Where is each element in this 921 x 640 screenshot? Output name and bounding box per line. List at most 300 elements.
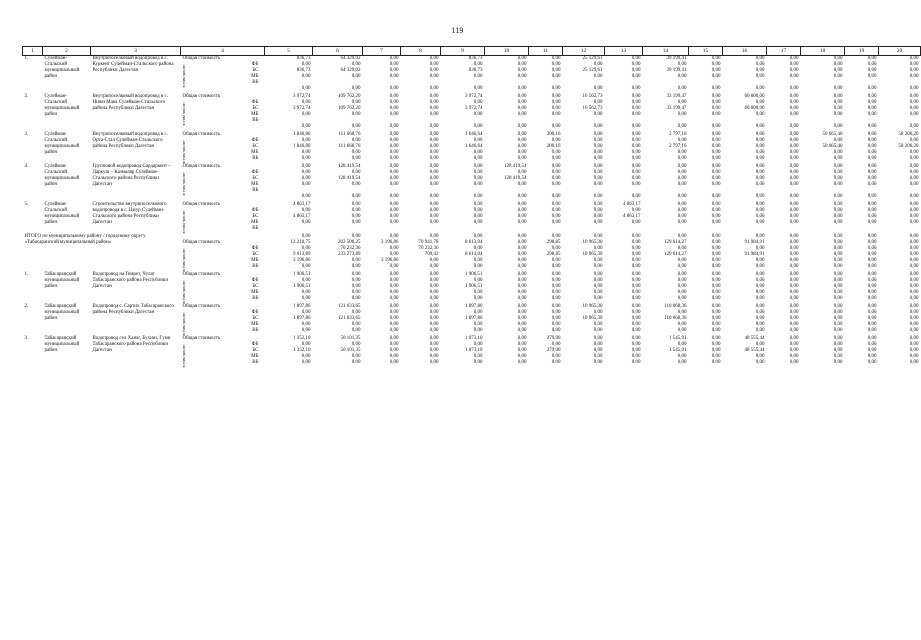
value-cell: 0,00 — [789, 252, 799, 257]
value-cell: 0,00 — [631, 272, 641, 277]
value-cell: 279,00 — [546, 348, 561, 353]
value-cell: 0,00 — [909, 208, 919, 213]
value-cell: 0,00 — [429, 56, 439, 61]
value-cell: 0,00 — [711, 68, 721, 73]
value-cell: 0,00 — [789, 106, 799, 111]
value-cell: 0,00 — [631, 310, 641, 315]
funding-source: Общая стоимость — [182, 272, 221, 277]
value-cell: 0,00 — [593, 202, 603, 207]
value-cell: 0,00 — [593, 234, 603, 239]
value-cell: 0,00 — [909, 310, 919, 315]
value-cell: 2 797,16 — [669, 144, 687, 149]
value-cell: 0,00 — [389, 170, 399, 175]
column-number: 13 — [605, 47, 643, 56]
value-cell: 0,00 — [789, 68, 799, 73]
value-cell: 0,00 — [789, 202, 799, 207]
value-cell: 0,00 — [517, 132, 527, 137]
value-cell: 0,00 — [517, 94, 527, 99]
value-cell: 0,00 — [789, 290, 799, 295]
value-cell: 0,00 — [593, 342, 603, 347]
object-name: Внутрипоселковый водопровод в с. Куркент Сулейман-Стальского района Республики Дагестан — [92, 56, 174, 73]
value-cell: 0,00 — [351, 86, 361, 91]
value-cell: 0,00 — [389, 310, 399, 315]
value-cell: 0,00 — [833, 106, 843, 111]
column-number: 16 — [723, 47, 767, 56]
value-cell: 0,00 — [755, 264, 765, 269]
value-cell: 836,73 — [468, 68, 483, 73]
value-cell: 0,00 — [833, 328, 843, 333]
value-cell: 0,00 — [631, 258, 641, 263]
funding-source: Общая стоимость — [182, 56, 221, 61]
value-cell — [265, 226, 313, 234]
value-cell: 0,00 — [631, 246, 641, 251]
value-cell: 0,00 — [473, 322, 483, 327]
value-cell: 0,00 — [711, 220, 721, 225]
value-cell: 111 668,76 — [338, 144, 361, 149]
value-cell: 0,00 — [789, 194, 799, 199]
row-number: 2. — [24, 304, 29, 309]
value-cell: 109 762,20 — [338, 106, 361, 111]
value-cell: 0,00 — [517, 220, 527, 225]
value-cell: 0,00 — [789, 304, 799, 309]
value-cell: 0,00 — [551, 316, 561, 321]
value-cell: 0,00 — [755, 214, 765, 219]
value-cell: 0,00 — [517, 296, 527, 301]
value-cell: 0,00 — [711, 348, 721, 353]
value-cell: 50 101,35 — [340, 348, 361, 353]
value-cell: 0,00 — [755, 272, 765, 277]
value-cell: 0,00 — [867, 106, 877, 111]
value-cell: 0,00 — [909, 214, 919, 219]
value-cell: 0,00 — [429, 138, 439, 143]
value-cell: 0,00 — [389, 156, 399, 161]
value-cell: 0,00 — [631, 94, 641, 99]
value-cell: 0,00 — [301, 264, 311, 269]
value-cell: 0,00 — [909, 252, 919, 257]
value-cell: 0,00 — [389, 182, 399, 187]
value-cell: 0,00 — [711, 170, 721, 175]
row-number: 4. — [24, 164, 29, 169]
value-cell: 0,00 — [517, 304, 527, 309]
value-cell: 0,00 — [677, 284, 687, 289]
value-cell: 0,00 — [351, 202, 361, 207]
value-cell: 0,00 — [909, 354, 919, 359]
value-cell: 0,00 — [677, 220, 687, 225]
value-cell: 0,00 — [429, 290, 439, 295]
column-number: 6 — [313, 47, 363, 56]
value-cell: 0,00 — [677, 150, 687, 155]
value-cell: 0,00 — [789, 246, 799, 251]
value-cell: 0,00 — [711, 278, 721, 283]
value-cell: 0,00 — [429, 278, 439, 283]
value-cell: 0,00 — [867, 202, 877, 207]
value-cell: 0,00 — [551, 296, 561, 301]
value-cell: 0,00 — [593, 62, 603, 67]
budget-table — [22, 46, 921, 368]
value-cell: 0,00 — [755, 246, 765, 251]
value-cell: 0,00 — [833, 100, 843, 105]
municipality: Сулейман-Стальский муниципальный район — [44, 56, 80, 79]
value-cell: 0,00 — [351, 342, 361, 347]
value-cell: 1 906,51 — [465, 272, 483, 277]
funding-source: МБ — [251, 322, 259, 327]
value-cell: 0,00 — [755, 342, 765, 347]
value-cell: 0,00 — [389, 322, 399, 327]
value-cell: 58 206,20 — [898, 144, 919, 149]
value-cell: 0,00 — [517, 144, 527, 149]
value-cell: 10 965,30 — [582, 304, 603, 309]
value-cell: 0,00 — [429, 310, 439, 315]
value-cell: 0,00 — [551, 100, 561, 105]
value-cell: 0,00 — [789, 278, 799, 283]
value-cell: 0,00 — [551, 214, 561, 219]
value-cell: 64 329,02 — [340, 68, 361, 73]
value-cell: 0,00 — [909, 240, 919, 245]
value-cell: 0,00 — [517, 150, 527, 155]
value-cell: 0,00 — [301, 86, 311, 91]
column-number: 20 — [879, 47, 921, 56]
value-cell: 0,00 — [755, 156, 765, 161]
value-cell: 0,00 — [867, 100, 877, 105]
value-cell: 0,00 — [429, 202, 439, 207]
value-cell: 0,00 — [389, 220, 399, 225]
value-cell: 0,00 — [867, 164, 877, 169]
page-number: 119 — [451, 26, 464, 35]
value-cell: 0,00 — [909, 56, 919, 61]
value-cell: 0,00 — [593, 348, 603, 353]
value-cell: 0,00 — [755, 310, 765, 315]
funding-source: ВБ — [252, 118, 259, 123]
value-cell: 0,00 — [351, 310, 361, 315]
value-cell: 0,00 — [711, 354, 721, 359]
value-cell: 0,00 — [473, 156, 483, 161]
value-cell: 0,00 — [789, 342, 799, 347]
value-cell: 1 545,91 — [669, 336, 687, 341]
value-cell: 0,00 — [301, 170, 311, 175]
value-cell: 0,00 — [389, 360, 399, 365]
funding-source: Общая стоимость — [182, 240, 221, 245]
funding-source: МБ — [251, 258, 259, 263]
value-cell: 0,00 — [551, 94, 561, 99]
value-cell: 0,00 — [551, 156, 561, 161]
value-cell: 0,00 — [833, 176, 843, 181]
value-cell: 0,00 — [755, 132, 765, 137]
value-cell: 0,00 — [351, 322, 361, 327]
value-cell: 0,00 — [711, 252, 721, 257]
value-cell: 0,00 — [909, 336, 919, 341]
value-cell: 0,00 — [473, 360, 483, 365]
value-cell: 0,00 — [551, 310, 561, 315]
column-number: 8 — [401, 47, 441, 56]
value-cell: 0,00 — [867, 86, 877, 91]
value-cell: 0,00 — [517, 278, 527, 283]
value-cell: 0,00 — [473, 264, 483, 269]
value-cell: 0,00 — [631, 342, 641, 347]
funding-source: Общая стоимость — [182, 132, 221, 137]
value-cell: 0,00 — [833, 360, 843, 365]
value-cell: 0,00 — [789, 150, 799, 155]
in-that-number-label: в том числе: — [180, 280, 186, 304]
value-cell: 0,00 — [677, 208, 687, 213]
funding-source: ВБ — [252, 226, 259, 231]
value-cell: 0,00 — [389, 94, 399, 99]
value-cell: 200,16 — [546, 132, 561, 137]
value-cell: 0,00 — [755, 138, 765, 143]
value-cell: 0,00 — [631, 290, 641, 295]
value-cell: 0,00 — [755, 316, 765, 321]
funding-source: ВБ — [252, 156, 259, 161]
value-cell: 0,00 — [867, 342, 877, 347]
value-cell: 0,00 — [789, 124, 799, 129]
value-cell: 1 846,80 — [293, 132, 311, 137]
value-cell — [563, 226, 605, 234]
value-cell — [801, 226, 845, 234]
value-cell: 0,00 — [631, 182, 641, 187]
funding-source: МБ — [251, 354, 259, 359]
value-cell: 0,00 — [473, 258, 483, 263]
value-cell: 0,00 — [867, 62, 877, 67]
value-cell: 0,00 — [711, 336, 721, 341]
value-cell: 60 000,00 — [744, 94, 765, 99]
value-cell: 0,00 — [711, 290, 721, 295]
value-cell: 0,00 — [593, 296, 603, 301]
value-cell: 0,00 — [789, 234, 799, 239]
value-cell: 0,00 — [631, 138, 641, 143]
value-cell: 0,00 — [517, 348, 527, 353]
value-cell — [845, 226, 879, 234]
value-cell: 0,00 — [711, 246, 721, 251]
value-cell: 0,00 — [351, 62, 361, 67]
value-cell: 0,00 — [473, 202, 483, 207]
value-cell: 0,00 — [867, 194, 877, 199]
value-cell: 0,00 — [677, 246, 687, 251]
value-cell: 3 972,74 — [293, 106, 311, 111]
value-cell: 0,00 — [301, 342, 311, 347]
funding-source: ФБ в том числе: — [180, 246, 259, 272]
municipality: Табасаранский муниципальный район — [44, 304, 80, 321]
value-cell: 0,00 — [301, 360, 311, 365]
value-cell: 0,00 — [551, 106, 561, 111]
column-number: 11 — [529, 47, 563, 56]
value-cell: 0,00 — [593, 124, 603, 129]
value-cell: 0,00 — [677, 342, 687, 347]
funding-source: ФБ в том числе: — [180, 138, 259, 164]
value-cell: 0,00 — [711, 264, 721, 269]
value-cell: 0,00 — [351, 258, 361, 263]
value-cell: 0,00 — [517, 322, 527, 327]
value-cell: 0,00 — [711, 304, 721, 309]
value-cell: 0,00 — [351, 170, 361, 175]
value-cell: 0,00 — [755, 296, 765, 301]
column-number: 12 — [563, 47, 605, 56]
funding-source: БС — [252, 214, 259, 219]
value-cell: 0,00 — [833, 278, 843, 283]
value-cell: 0,00 — [593, 258, 603, 263]
value-cell: 0,00 — [551, 170, 561, 175]
value-cell: 279,00 — [546, 336, 561, 341]
value-cell: 10 965,30 — [582, 240, 603, 245]
value-cell: 0,00 — [833, 74, 843, 79]
value-cell: 0,00 — [551, 278, 561, 283]
value-cell: 3 196,86 — [293, 258, 311, 263]
column-number: 9 — [441, 47, 485, 56]
value-cell: 0,00 — [631, 144, 641, 149]
value-cell: 0,00 — [301, 124, 311, 129]
value-cell: 0,00 — [351, 150, 361, 155]
value-cell: 0,00 — [351, 264, 361, 269]
value-cell: 0,00 — [473, 170, 483, 175]
funding-source: БС — [252, 106, 259, 111]
value-cell: 0,00 — [593, 156, 603, 161]
value-cell: 70 232,36 — [340, 246, 361, 251]
value-cell: 0,00 — [351, 156, 361, 161]
value-cell — [401, 226, 441, 234]
value-cell: 128 419,54 — [338, 164, 361, 169]
value-cell: 0,00 — [631, 234, 641, 239]
value-cell: 128 419,54 — [504, 164, 527, 169]
value-cell: 0,00 — [551, 304, 561, 309]
value-cell: 0,00 — [909, 86, 919, 91]
funding-source: ВБ — [252, 296, 259, 301]
value-cell: 0,00 — [351, 360, 361, 365]
value-cell: 0,00 — [909, 156, 919, 161]
value-cell: 0,00 — [909, 316, 919, 321]
value-cell: 0,00 — [593, 354, 603, 359]
value-cell: 0,00 — [833, 86, 843, 91]
value-cell: 0,00 — [631, 354, 641, 359]
value-cell: 0,00 — [429, 316, 439, 321]
value-cell: 0,00 — [429, 284, 439, 289]
value-cell: 0,00 — [833, 68, 843, 73]
value-cell: 0,00 — [631, 74, 641, 79]
value-cell: 0,00 — [473, 296, 483, 301]
value-cell: 0,00 — [389, 246, 399, 251]
funding-source: ФБ в том числе: — [180, 208, 259, 234]
value-cell: 0,00 — [473, 74, 483, 79]
value-cell: 0,00 — [755, 278, 765, 283]
funding-source: БС — [252, 284, 259, 289]
value-cell: 0,00 — [909, 234, 919, 239]
value-cell: 0,00 — [389, 124, 399, 129]
value-cell: 0,00 — [551, 124, 561, 129]
funding-source: Общая стоимость — [182, 336, 221, 341]
value-cell: 0,00 — [429, 296, 439, 301]
value-cell: 0,00 — [389, 214, 399, 219]
value-cell: 0,00 — [789, 316, 799, 321]
value-cell: 0,00 — [631, 86, 641, 91]
value-cell: 709,42 — [424, 252, 439, 257]
value-cell: 48 555,44 — [744, 348, 765, 353]
funding-source: ФБ в том числе: — [180, 62, 259, 88]
value-cell: 0,00 — [755, 124, 765, 129]
value-cell: 0,00 — [909, 296, 919, 301]
value-cell: 0,00 — [593, 310, 603, 315]
value-cell: 0,00 — [473, 176, 483, 181]
value-cell: 0,00 — [909, 304, 919, 309]
value-cell: 0,00 — [867, 278, 877, 283]
value-cell: 0,00 — [429, 74, 439, 79]
value-cell: 0,00 — [389, 336, 399, 341]
value-cell: 0,00 — [711, 240, 721, 245]
value-cell: 0,00 — [789, 296, 799, 301]
value-cell: 0,00 — [631, 100, 641, 105]
value-cell: 0,00 — [301, 62, 311, 67]
value-cell: 0,00 — [677, 322, 687, 327]
value-cell — [643, 226, 689, 234]
column-number: 1 — [23, 47, 43, 56]
value-cell: 0,00 — [473, 86, 483, 91]
value-cell: 0,00 — [301, 182, 311, 187]
value-cell: 0,00 — [517, 124, 527, 129]
value-cell — [441, 226, 485, 234]
value-cell: 0,00 — [429, 182, 439, 187]
value-cell: 200,16 — [546, 144, 561, 149]
value-cell: 0,00 — [711, 310, 721, 315]
value-cell: 0,00 — [301, 310, 311, 315]
value-cell: 0,00 — [909, 62, 919, 67]
value-cell: 0,00 — [789, 112, 799, 117]
value-cell — [767, 226, 801, 234]
value-cell: 0,00 — [517, 342, 527, 347]
value-cell: 0,00 — [677, 124, 687, 129]
value-cell: 10 965,30 — [582, 316, 603, 321]
value-cell: 0,00 — [429, 112, 439, 117]
value-cell: 0,00 — [389, 86, 399, 91]
value-cell: 0,00 — [755, 202, 765, 207]
value-cell: 0,00 — [909, 348, 919, 353]
value-cell: 0,00 — [473, 150, 483, 155]
value-cell: 0,00 — [389, 62, 399, 67]
value-cell: 0,00 — [351, 296, 361, 301]
value-cell: 0,00 — [867, 124, 877, 129]
value-cell: 0,00 — [755, 144, 765, 149]
value-cell: 0,00 — [909, 202, 919, 207]
value-cell: 0,00 — [473, 354, 483, 359]
value-cell: 0,00 — [867, 322, 877, 327]
value-cell: 1 646,64 — [465, 132, 483, 137]
value-cell: 109 762,20 — [338, 94, 361, 99]
object-name: Водопровод на Гемрет, Чулат Табасаранского района Республики Дагестан — [92, 272, 169, 289]
value-cell: 0,00 — [833, 138, 843, 143]
value-cell: 0,00 — [867, 310, 877, 315]
value-cell — [363, 226, 401, 234]
value-cell: 1 897,86 — [465, 316, 483, 321]
municipality: Сулейман-Стальский муниципальный район — [44, 202, 80, 225]
value-cell: 0,00 — [833, 124, 843, 129]
value-cell: 0,00 — [711, 360, 721, 365]
value-cell: 0,00 — [755, 328, 765, 333]
value-cell: 0,00 — [909, 124, 919, 129]
value-cell: 0,00 — [631, 296, 641, 301]
value-cell: 0,00 — [867, 264, 877, 269]
column-number: 17 — [767, 47, 801, 56]
value-cell: 233 273,89 — [338, 252, 361, 257]
value-cell: 0,00 — [517, 74, 527, 79]
value-cell: 0,00 — [711, 62, 721, 67]
row-number: 1. — [24, 56, 29, 61]
value-cell: 0,00 — [429, 106, 439, 111]
value-cell: 0,00 — [473, 194, 483, 199]
value-cell: 58 206,20 — [898, 132, 919, 137]
value-cell: 0,00 — [517, 246, 527, 251]
value-cell: 0,00 — [711, 144, 721, 149]
value-cell: 0,00 — [551, 194, 561, 199]
value-cell: 0,00 — [909, 246, 919, 251]
value-cell: 0,00 — [551, 234, 561, 239]
in-that-number-label: в том числе: — [180, 248, 186, 272]
value-cell: 0,00 — [789, 264, 799, 269]
value-cell: 0,00 — [351, 354, 361, 359]
